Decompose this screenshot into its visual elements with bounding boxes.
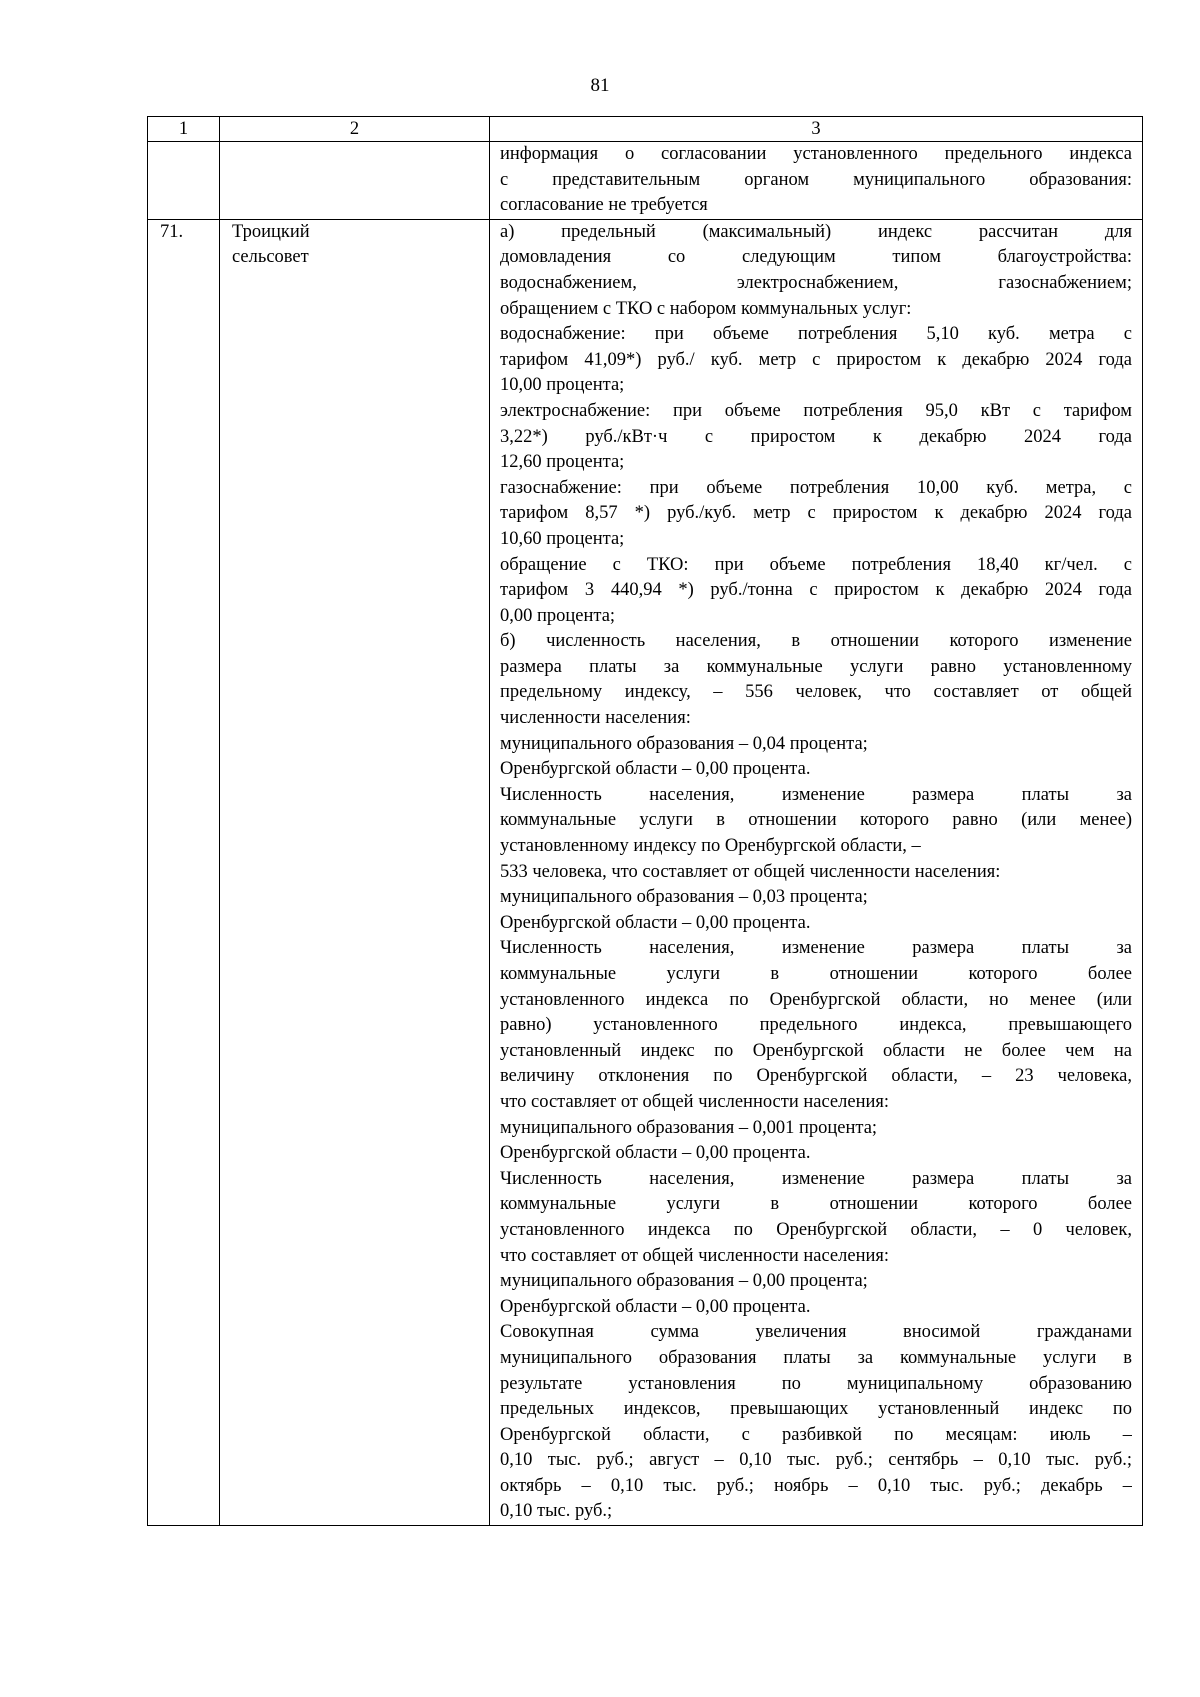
description-line: установленному индексу по Оренбургской области, –: [500, 836, 921, 857]
table-header-row: [148, 117, 1143, 142]
description-line: Оренбургской области – 0,00 процента.: [500, 759, 811, 780]
description-line: муниципального образования – 0,001 процента;: [500, 1117, 878, 1138]
description-line: Оренбургской области – 0,00 процента.: [500, 1143, 811, 1164]
description-line: установленный индекс по Оренбургской области не более чем на: [500, 1040, 1132, 1061]
municipality-name-line: сельсовет: [232, 247, 309, 268]
description-line: Оренбургской области – 0,00 процента.: [500, 1296, 811, 1317]
description-line: муниципального образования – 0,00 процента;: [500, 1271, 868, 1292]
description-line: 10,00 процента;: [500, 375, 625, 396]
municipality-cell: [220, 219, 490, 1525]
row-number-cell: [148, 219, 220, 1525]
description-line: согласование не требуется: [500, 195, 708, 216]
description-line: что составляет от общей численности населения:: [500, 1245, 890, 1266]
row-number-cell: [148, 142, 220, 220]
description-line: информация о согласовании установленного предельного индекса: [500, 144, 1132, 164]
description-line: предельному индексу, – 556 человек, что составляет от общей: [500, 682, 1132, 703]
description-line: б) численность населения, в отношении которого изменение: [500, 631, 1132, 652]
description-line: Численность населения, изменение размера платы за: [500, 1168, 1132, 1189]
description-line: коммунальные услуги в отношении которого более: [500, 1194, 1132, 1215]
description-line: Совокупная сумма увеличения вносимой гражданами: [500, 1322, 1132, 1343]
municipality-cell: [220, 142, 490, 220]
description-cell: [490, 219, 1143, 1525]
column-header-3: 3: [490, 117, 1143, 142]
description-line: установленного индекса по Оренбургской области, – 0 человек,: [500, 1219, 1132, 1240]
description-line: газоснабжение: при объеме потребления 10,00 куб. метра, с: [500, 477, 1132, 498]
description-line: тарифом 41,09*) руб./ куб. метр с приростом к декабрю 2024 года: [500, 349, 1132, 370]
description-line: Оренбургской области – 0,00 процента.: [500, 912, 811, 933]
description-line: 12,60 процента;: [500, 452, 625, 473]
description-line: 0,10 тыс. руб.; август – 0,10 тыс. руб.; сентябрь – 0,10 тыс. руб.;: [500, 1450, 1132, 1471]
description-line: домовладения со следующим типом благоустройства:: [500, 247, 1132, 268]
description-cell: [490, 142, 1143, 220]
column-header-2: 2: [220, 117, 490, 142]
description-line: величину отклонения по Оренбургской области, – 23 человека,: [500, 1066, 1132, 1087]
description-line: численности населения:: [500, 708, 691, 729]
description-line: а) предельный (максимальный) индекс рассчитан для: [500, 221, 1132, 242]
description-line: Оренбургской области, с разбивкой по месяцам: июль –: [500, 1424, 1132, 1445]
description-line: что составляет от общей численности населения:: [500, 1091, 890, 1112]
data-table: [147, 116, 1143, 1526]
municipality-name-line: Троицкий: [232, 221, 310, 242]
description-line: результате установления по муниципальному образованию: [500, 1373, 1132, 1394]
description-line: равно) установленного предельного индекса, превышающего: [500, 1015, 1132, 1036]
description-line: размера платы за коммунальные услуги равно установленному: [500, 656, 1132, 677]
description-line: 0,00 процента;: [500, 605, 616, 626]
description-line: водоснабжение: при объеме потребления 5,10 куб. метра с: [500, 324, 1132, 345]
description-line: октябрь – 0,10 тыс. руб.; ноябрь – 0,10 тыс. руб.; декабрь –: [500, 1475, 1132, 1496]
description-line: 533 человека, что составляет от общей численности населения:: [500, 861, 1001, 882]
description-line: тарифом 8,57 *) руб./куб. метр с приростом к декабрю 2024 года: [500, 503, 1132, 524]
description-line: 0,10 тыс. руб.;: [500, 1501, 613, 1522]
table-row: [148, 219, 1143, 1525]
description-line: 10,60 процента;: [500, 528, 625, 549]
description-line: коммунальные услуги в отношении которого более: [500, 964, 1132, 984]
table-row: [148, 142, 1143, 220]
description-line: Численность населения, изменение размера платы за: [500, 938, 1132, 959]
description-line: с представительным органом муниципального образования:: [500, 169, 1132, 190]
row-number: 71.: [160, 221, 184, 242]
description-line: обращение с ТКО: при объеме потребления 18,40 кг/чел. с: [500, 554, 1132, 575]
description-line: Численность населения, изменение размера платы за: [500, 784, 1132, 805]
description-line: 3,22*) руб./кВт·ч с приростом к декабрю 2024 года: [500, 426, 1132, 447]
description-line: установленного индекса по Оренбургской области, но менее (или: [500, 989, 1132, 1010]
description-line: электроснабжение: при объеме потребления 95,0 кВт с тарифом: [500, 400, 1132, 421]
column-header-1: 1: [148, 117, 220, 142]
description-line: муниципального образования – 0,04 процента;: [500, 733, 868, 754]
description-line: коммунальные услуги в отношении которого равно (или менее): [500, 810, 1132, 831]
description-line: муниципального образования платы за коммунальные услуги в: [500, 1347, 1132, 1368]
description-line: муниципального образования – 0,03 процента;: [500, 887, 868, 908]
description-line: обращением с ТКО с набором коммунальных услуг:: [500, 298, 912, 319]
description-line: предельных индексов, превышающих установленный индекс по: [500, 1399, 1132, 1420]
description-line: тарифом 3 440,94 *) руб./тонна с приростом к декабрю 2024 года: [500, 580, 1132, 601]
description-line: водоснабжением, электроснабжением, газоснабжением;: [500, 272, 1132, 293]
page-number: 81: [590, 75, 610, 96]
